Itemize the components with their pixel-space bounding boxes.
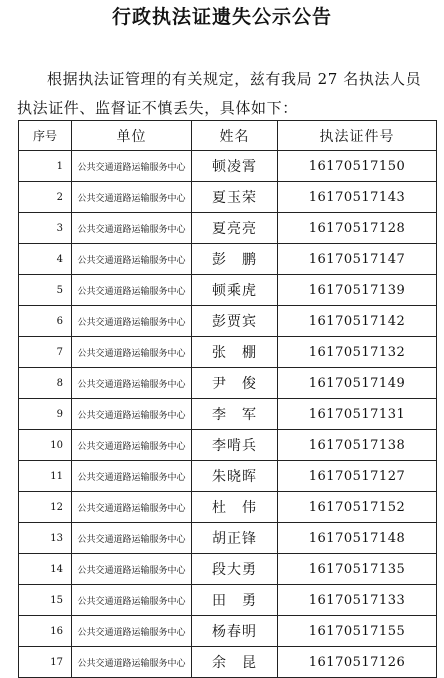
intro-line-1: 根据执法证管理的有关规定，兹有我局 27 名执法人员 — [47, 70, 422, 88]
table-row — [19, 461, 437, 492]
table-row — [19, 430, 437, 461]
table-header-row — [19, 121, 437, 151]
row-name: 张 棚 — [192, 337, 278, 368]
row-unit: 公共交通道路运输服务中心 — [72, 430, 192, 461]
row-unit: 公共交通道路运输服务中心 — [72, 461, 192, 492]
row-cert: 16170517127 — [278, 461, 437, 492]
table-row — [19, 492, 437, 523]
row-name: 胡正锋 — [192, 523, 278, 554]
intro-line-2: 执法证件、监督证不慎丢失，具体如下： — [17, 99, 298, 117]
row-cert: 16170517138 — [278, 430, 437, 461]
table-row — [19, 244, 437, 275]
page-title: 行政执法证遗失公示公告 — [111, 6, 332, 28]
row-cert: 16170517155 — [278, 616, 437, 647]
row-unit: 公共交通道路运输服务中心 — [72, 554, 192, 585]
header-seq: 序号 — [19, 121, 72, 151]
row-name: 夏亮亮 — [192, 213, 278, 244]
row-name: 田 勇 — [192, 585, 278, 616]
row-seq: 11 — [19, 461, 72, 492]
table-row — [19, 523, 437, 554]
table-row — [19, 585, 437, 616]
row-name: 杜 伟 — [192, 492, 278, 523]
row-seq: 5 — [19, 275, 72, 306]
row-cert: 16170517135 — [278, 554, 437, 585]
row-cert: 16170517132 — [278, 337, 437, 368]
row-cert: 16170517131 — [278, 399, 437, 430]
row-seq: 13 — [19, 523, 72, 554]
table-row — [19, 399, 437, 430]
row-cert: 16170517142 — [278, 306, 437, 337]
row-seq: 15 — [19, 585, 72, 616]
lost-certificates-table — [18, 120, 437, 678]
row-seq: 9 — [19, 399, 72, 430]
table-row — [19, 151, 437, 182]
row-name: 顿乘虎 — [192, 275, 278, 306]
row-seq: 7 — [19, 337, 72, 368]
row-name: 顿凌霄 — [192, 151, 278, 182]
row-cert: 16170517128 — [278, 213, 437, 244]
row-seq: 14 — [19, 554, 72, 585]
row-name: 余 昆 — [192, 647, 278, 678]
row-cert: 16170517133 — [278, 585, 437, 616]
row-name: 尹 俊 — [192, 368, 278, 399]
row-unit: 公共交通道路运输服务中心 — [72, 306, 192, 337]
row-seq: 6 — [19, 306, 72, 337]
table-row — [19, 275, 437, 306]
intro-paragraph — [17, 65, 427, 123]
row-seq: 4 — [19, 244, 72, 275]
row-name: 彭贾宾 — [192, 306, 278, 337]
row-unit: 公共交通道路运输服务中心 — [72, 337, 192, 368]
table-row — [19, 647, 437, 678]
row-name: 李啃兵 — [192, 430, 278, 461]
row-unit: 公共交通道路运输服务中心 — [72, 213, 192, 244]
row-unit: 公共交通道路运输服务中心 — [72, 399, 192, 430]
row-unit: 公共交通道路运输服务中心 — [72, 647, 192, 678]
table-row — [19, 368, 437, 399]
table-row — [19, 616, 437, 647]
row-name: 李 军 — [192, 399, 278, 430]
row-unit: 公共交通道路运输服务中心 — [72, 244, 192, 275]
row-name: 段大勇 — [192, 554, 278, 585]
row-seq: 12 — [19, 492, 72, 523]
header-name: 姓名 — [192, 121, 278, 151]
row-unit: 公共交通道路运输服务中心 — [72, 151, 192, 182]
row-unit: 公共交通道路运输服务中心 — [72, 182, 192, 213]
row-seq: 10 — [19, 430, 72, 461]
table-row — [19, 306, 437, 337]
row-unit: 公共交通道路运输服务中心 — [72, 585, 192, 616]
row-cert: 16170517143 — [278, 182, 437, 213]
row-seq: 2 — [19, 182, 72, 213]
row-unit: 公共交通道路运输服务中心 — [72, 523, 192, 554]
row-cert: 16170517126 — [278, 647, 437, 678]
row-cert: 16170517152 — [278, 492, 437, 523]
table-row — [19, 182, 437, 213]
row-unit: 公共交通道路运输服务中心 — [72, 275, 192, 306]
header-cert: 执法证件号 — [278, 121, 437, 151]
row-unit: 公共交通道路运输服务中心 — [72, 368, 192, 399]
row-cert: 16170517149 — [278, 368, 437, 399]
table-body — [19, 151, 437, 678]
row-name: 朱晓晖 — [192, 461, 278, 492]
table-row — [19, 337, 437, 368]
table-row — [19, 213, 437, 244]
header-unit: 单位 — [72, 121, 192, 151]
row-name: 彭 鹏 — [192, 244, 278, 275]
row-unit: 公共交通道路运输服务中心 — [72, 492, 192, 523]
table-row — [19, 554, 437, 585]
row-seq: 1 — [19, 151, 72, 182]
row-cert: 16170517148 — [278, 523, 437, 554]
row-cert: 16170517139 — [278, 275, 437, 306]
row-cert: 16170517147 — [278, 244, 437, 275]
row-cert: 16170517150 — [278, 151, 437, 182]
row-seq: 8 — [19, 368, 72, 399]
row-unit: 公共交通道路运输服务中心 — [72, 616, 192, 647]
row-seq: 3 — [19, 213, 72, 244]
row-seq: 17 — [19, 647, 72, 678]
row-name: 夏玉荣 — [192, 182, 278, 213]
row-name: 杨春明 — [192, 616, 278, 647]
row-seq: 16 — [19, 616, 72, 647]
